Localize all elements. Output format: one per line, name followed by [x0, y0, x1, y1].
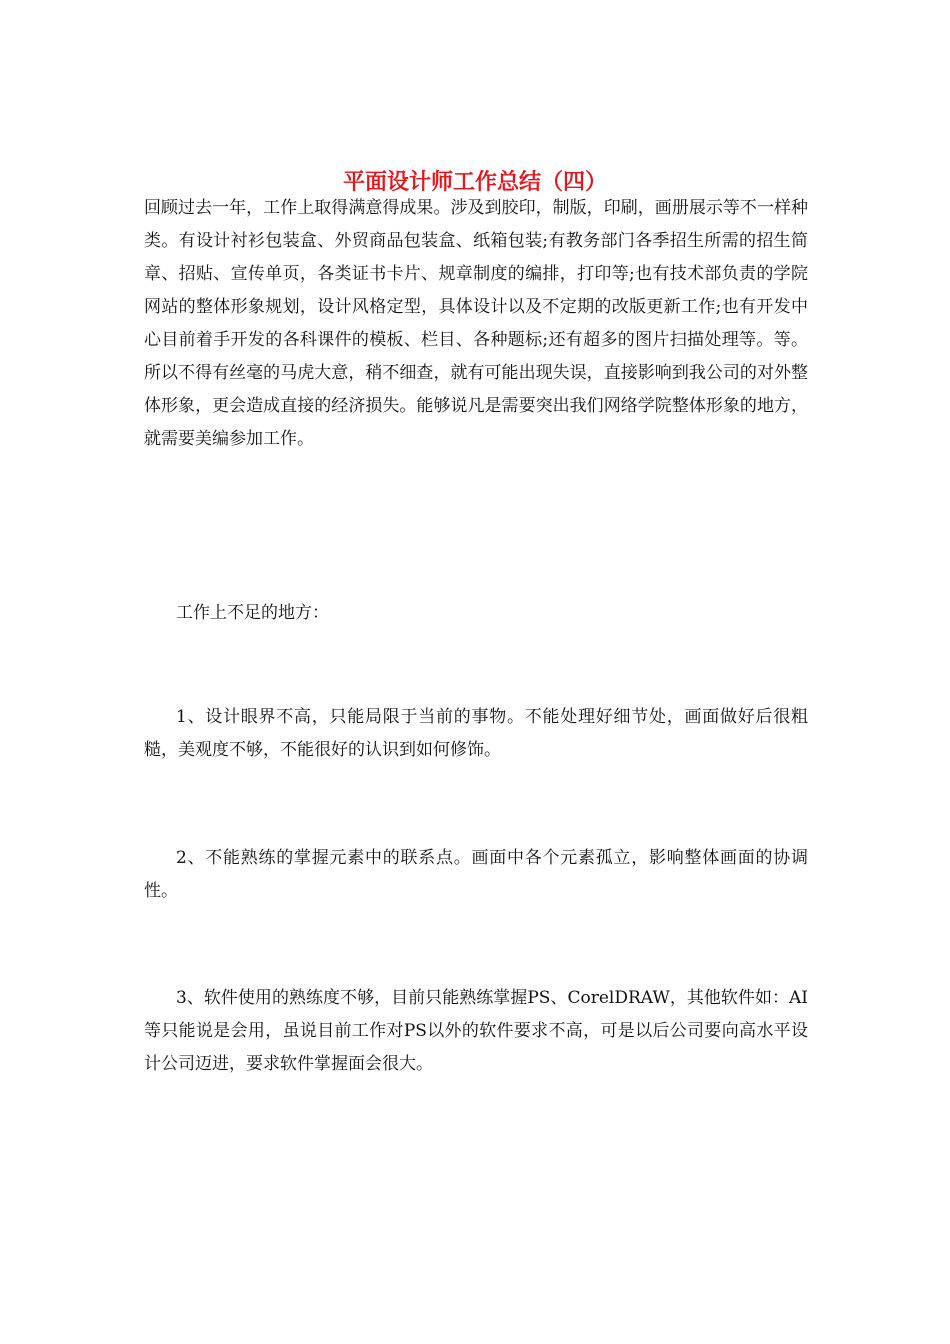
- document-title: 平面设计师工作总结（四）: [342, 168, 607, 195]
- shortcoming-item-1: 1、设计眼界不高，只能局限于当前的事物。不能处理好细节处，画面做好后很粗糙，美观度不够，不能很好的认识到如何修饰。: [144, 707, 808, 760]
- intro-paragraph: 回顾过去一年，工作上取得满意得成果。涉及到胶印，制版，印刷，画册展示等不一样种类。有设计衬衫包装盒、外贸商品包装盒、纸箱包装;有教务部门各季招生所需的招生简章、招贴、宣传单页，各类证书卡片、规章制度的编排，打印等;也有技术部负责的学院网站的整体形象规划，设计风格定型，具体设计以及不定期的改版更新工作;也有开发中心目前着手开发的各科课件的模板、栏目、各种题标;还有超多的图片扫描处理等。等。所以不得有丝毫的马虎大意，稍不细查，就有可能出现失误，直接影响到我公司的对外整体形象，更会造成直接的经济损失。能够说凡是需要突出我们网络学院整体形象的地方，就需要美编参加工作。: [144, 198, 808, 449]
- shortcoming-item-2: 2、不能熟练的掌握元素中的联系点。画面中各个元素孤立，影响整体画面的协调性。: [144, 848, 808, 901]
- shortcomings-heading: 工作上不足的地方：: [176, 603, 329, 623]
- shortcoming-item-3: 3、软件使用的熟练度不够，目前只能熟练掌握PS、CorelDRAW，其他软件如：AI等只能说是会用，虽说目前工作对PS以外的软件要求不高，可是以后公司要向高水平设计公司迈进，要求软件掌握面会很大。: [144, 988, 808, 1074]
